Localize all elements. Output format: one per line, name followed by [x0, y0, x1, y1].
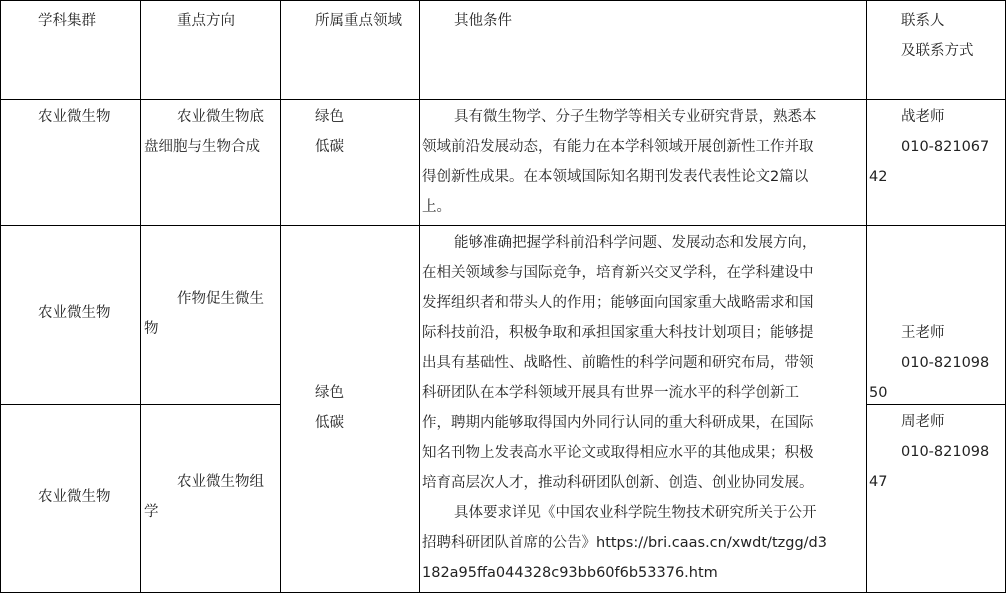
- shared-conditions-line5: 出具有基础性、战略性、前瞻性的科学问题和研究布局，带领: [422, 355, 814, 371]
- row1-conditions-line1: 具有微生物学、分子生物学等相关专业研究背景，熟悉本: [454, 109, 817, 125]
- row1-contact-name: 战老师: [901, 109, 945, 125]
- row1-conditions-line2: 领域前沿发展动态，有能力在本学科领域开展创新性工作并取: [422, 139, 814, 155]
- shared-conditions-line12: 182a95ffa044328c93bb60f6b53376.htm: [422, 565, 718, 581]
- row1-contact-phone: 010-821067: [901, 139, 990, 155]
- row1-divider: [0, 225, 1006, 226]
- row3-contact-phone: 010-821098: [901, 444, 990, 460]
- header-field: 所属重点领域: [315, 13, 402, 29]
- row3-direction-line1: 农业微生物组: [177, 474, 264, 490]
- shared-conditions-line2: 在相关领域参与国际竞争，培育新兴交叉学科，在学科建设中: [422, 265, 814, 281]
- row3-contact-ext: 47: [869, 474, 888, 490]
- col-divider-3: [419, 0, 420, 593]
- row2-contact-phone: 010-821098: [901, 355, 990, 371]
- table-border-left: [0, 0, 1, 593]
- shared-conditions-line11: 招聘科研团队首席的公告》https://bri.caas.cn/xwdt/tzgg/d3: [422, 535, 827, 551]
- shared-conditions-line9: 培育高层次人才，推动科研团队创新、创造、创业协同发展。: [422, 475, 814, 491]
- header-conditions: 其他条件: [454, 13, 512, 29]
- col-divider-4: [866, 0, 867, 593]
- col-divider-2: [280, 0, 281, 593]
- header-contact-line2: 及联系方式: [901, 43, 974, 59]
- row2-cluster: 农业微生物: [38, 305, 111, 321]
- shared-conditions-line4: 际科技前沿，积极争取和承担国家重大科技计划项目；能够提: [422, 325, 814, 341]
- row1-direction-line2: 盘细胞与生物合成: [144, 139, 260, 155]
- header-cluster: 学科集群: [38, 13, 96, 29]
- row3-direction-line2: 学: [144, 504, 159, 520]
- shared-conditions-line7: 作，聘期内能够取得国内外同行认同的重大科研成果，在国际: [422, 415, 814, 431]
- col-divider-1: [140, 0, 141, 593]
- table-border-top: [0, 0, 1006, 1]
- shared-conditions-line8: 知名刊物上发表高水平论文或取得相应水平的其他成果；积极: [422, 445, 814, 461]
- shared-conditions-line3: 发挥组织者和带头人的作用；能够面向国家重大战略需求和国: [422, 295, 814, 311]
- row3-contact-name: 周老师: [901, 414, 945, 430]
- shared-conditions-line6: 科研团队在本学科领域开展具有世界一流水平的科学创新工: [422, 385, 799, 401]
- row1-direction-line1: 农业微生物底: [177, 109, 264, 125]
- row2-contact-name: 王老师: [901, 325, 945, 341]
- row1-conditions-line3: 得创新性成果。在本领域国际知名期刊发表代表性论文2篇以: [422, 169, 809, 185]
- row2-contact-ext: 50: [869, 385, 888, 401]
- row2-direction-line2: 物: [144, 321, 159, 337]
- shared-field-line2: 低碳: [315, 415, 344, 431]
- shared-conditions-line1: 能够准确把握学科前沿科学问题、发展动态和发展方向，: [454, 235, 817, 251]
- table-border-bottom: [0, 592, 1006, 593]
- row1-field-line1: 绿色: [315, 109, 344, 125]
- row1-conditions-line4: 上。: [422, 199, 451, 215]
- row1-contact-ext: 42: [869, 169, 888, 185]
- row1-field-line2: 低碳: [315, 139, 344, 155]
- shared-conditions-line10: 具体要求详见《中国农业科学院生物技术研究所关于公开: [454, 505, 817, 521]
- header-divider: [0, 99, 1006, 100]
- row2-direction-line1: 作物促生微生: [177, 291, 264, 307]
- header-direction: 重点方向: [177, 13, 235, 29]
- shared-field-line1: 绿色: [315, 385, 344, 401]
- header-contact-line1: 联系人: [901, 13, 945, 29]
- row3-cluster: 农业微生物: [38, 489, 111, 505]
- row1-cluster: 农业微生物: [38, 109, 111, 125]
